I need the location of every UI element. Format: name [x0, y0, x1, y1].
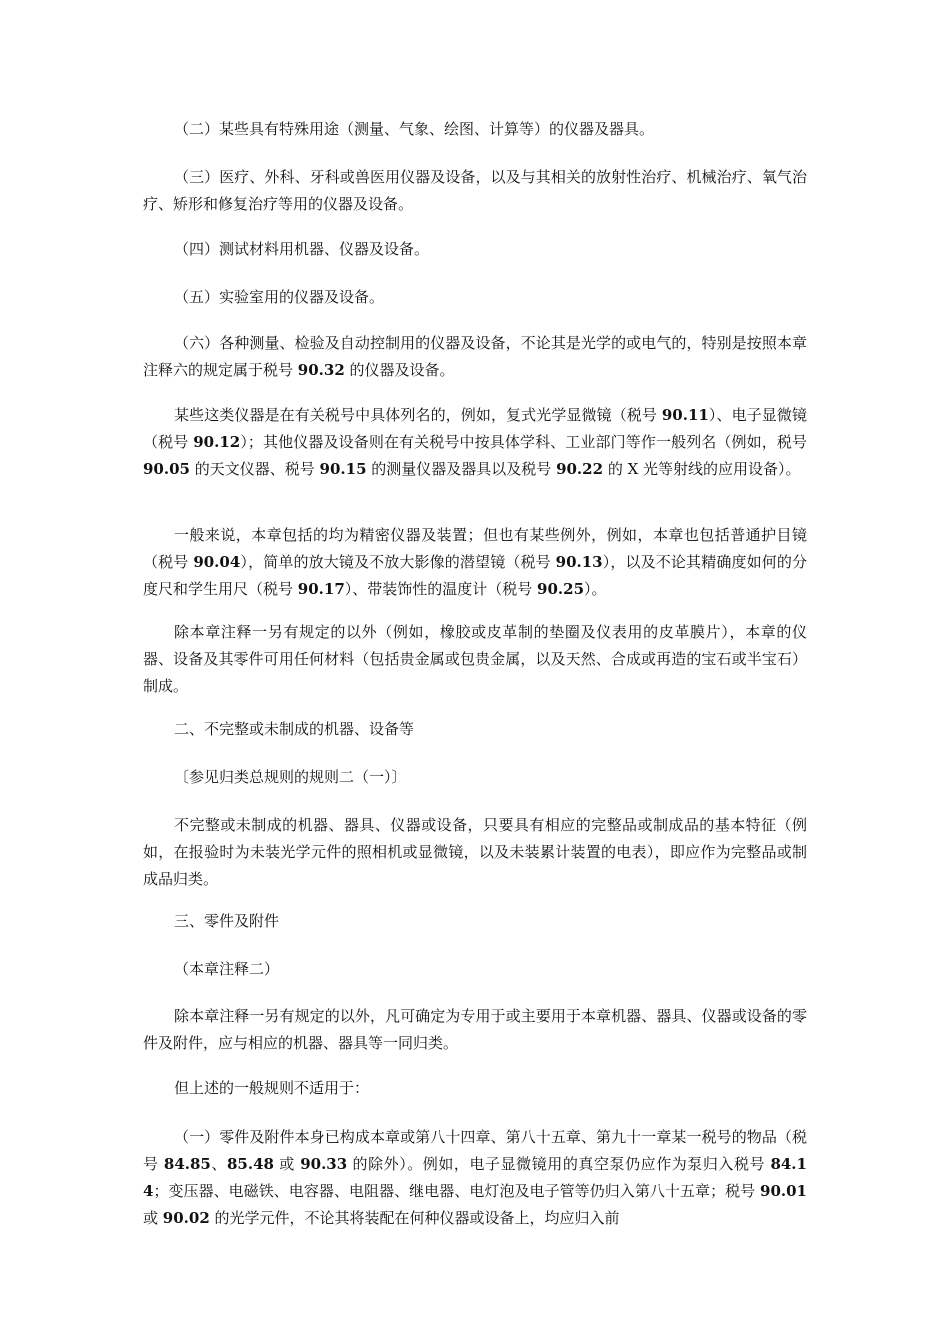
paragraph-3: （四）测试材料用机器、仪器及设备。: [174, 240, 430, 258]
paragraph-1: （二）某些具有特殊用途（测量、气象、绘图、计算等）的仪器及器具。: [174, 120, 655, 138]
tariff-number: 90.01: [760, 1182, 807, 1200]
paragraph-7: 一般来说，本章包括的均为精密仪器及装置；但也有某些例外，例如，本章也包括普通护目镜（税号 90.04），简单的放大镜及不放大影像的潜望镜（税号 90.13），以及不论其精确度如何的分度尺和学生用尺（税号 90.17）、带装饰性的温度计（税号 90.25）。: [143, 526, 807, 598]
tariff-number: 85.48: [227, 1155, 274, 1173]
tariff-number: 90.15: [319, 460, 367, 478]
section-heading-3: 三、零件及附件: [174, 912, 280, 930]
tariff-number: 90.12: [193, 433, 241, 451]
tariff-number: 90.05: [143, 460, 190, 478]
tariff-number: 90.32: [297, 361, 345, 379]
section-heading-2: 二、不完整或未制成的机器、设备等: [174, 720, 415, 738]
tariff-number: 90.04: [193, 553, 241, 571]
reference-note-1: 〔参见归类总规则的规则二（一）〕: [174, 768, 407, 786]
paragraph-2: （三）医疗、外科、牙科或兽医用仪器及设备，以及与其相关的放射性治疗、机械治疗、氧气治疗、矫形和修复治疗等用的仪器及设备。: [143, 168, 807, 213]
paragraph-10: 除本章注释一另有规定的以外，凡可确定为专用于或主要用于本章机器、器具、仪器或设备的零件及附件，应与相应的机器、器具等一同归类。: [143, 1007, 807, 1052]
tariff-number: 90.25: [537, 580, 585, 598]
tariff-number: 90.17: [297, 580, 345, 598]
paragraph-6: 某些这类仪器是在有关税号中具体列名的，例如，复式光学显微镜（税号 90.11）、电子显微镜（税号 90.12）；其他仪器及设备则在有关税号中按具体学科、工业部门等作一般列名（例如，税号 90.05 的天文仪器、税号 90.15 的测量仪器及器具以及税号 90.22 的 X 光等射线的应用设备）。: [143, 406, 807, 478]
tariff-number: 84.14: [143, 1155, 807, 1200]
paragraph-5: （六）各种测量、检验及自动控制用的仪器及设备，不论其是光学的或电气的，特别是按照本章注释六的规定属于税号 90.32 的仪器及设备。: [143, 334, 807, 379]
tariff-number: 90.02: [162, 1209, 210, 1227]
tariff-number: 90.22: [556, 460, 604, 478]
tariff-number: 90.33: [300, 1155, 348, 1173]
paragraph-8: 除本章注释一另有规定的以外（例如，橡胶或皮革制的垫圈及仪表用的皮革膜片），本章的仪器、设备及其零件可用任何材料（包括贵金属或包贵金属，以及天然、合成或再造的宝石或半宝石）制成。: [143, 623, 807, 695]
tariff-number: 90.13: [555, 553, 603, 571]
paragraph-9: 不完整或未制成的机器、器具、仪器或设备，只要具有相应的完整品或制成品的基本特征（例如，在报验时为未装光学元件的照相机或显微镜，以及未装累计装置的电表），即应作为完整品或制成品归类。: [143, 816, 807, 888]
paragraph-11: 但上述的一般规则不适用于：: [174, 1079, 370, 1097]
paragraph-12: （一）零件及附件本身已构成本章或第八十四章、第八十五章、第九十一章某一税号的物品（税号 84.85、85.48 或 90.33 的除外）。例如，电子显微镜用的真空泵仍应作为泵归入税号 84.14；变压器、电磁铁、电容器、电阻器、继电器、电灯泡及电子管等仍归入第八十五章；税号 90.01 或 90.02 的光学元件，不论其将装配在何种仪器或设备上，均应归入前: [143, 1128, 807, 1227]
tariff-number: 84.85: [163, 1155, 211, 1173]
reference-note-2: （本章注释二）: [174, 960, 280, 978]
tariff-number: 90.11: [661, 406, 709, 424]
paragraph-4: （五）实验室用的仪器及设备。: [174, 288, 385, 306]
